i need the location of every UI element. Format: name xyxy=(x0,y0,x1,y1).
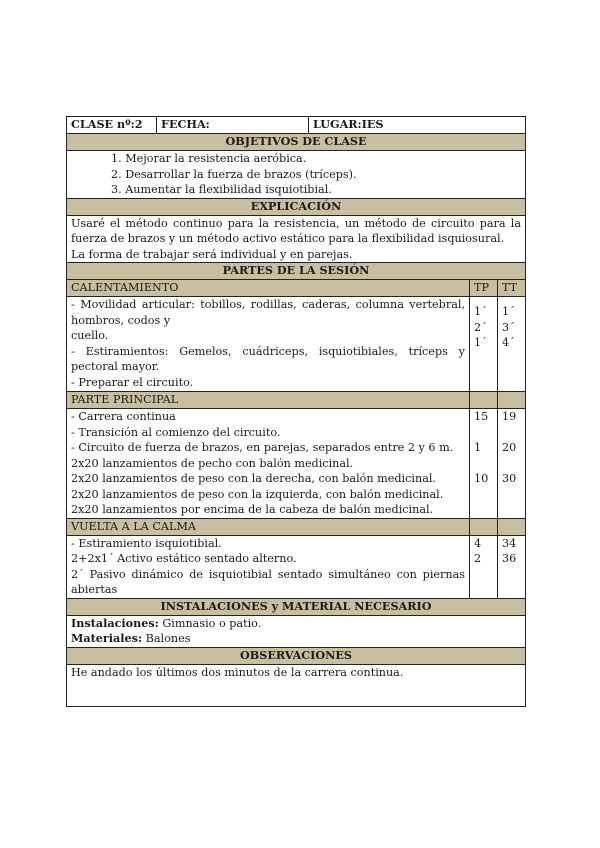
principal-line: 2x20 lanzamientos de pecho con balón medicinal. xyxy=(71,456,354,470)
explicacion-text: Usaré el método continuo para la resistencia, un método de circuito para la fuerza de brazos y un método activo estático para la flexibilidad isquiosural. xyxy=(71,216,522,245)
calentamiento-line: - Estiramientos: Gemelos, cuádriceps, isquiotibiales, tríceps y pectoral mayor. xyxy=(71,344,465,373)
calma-tt-header xyxy=(498,518,526,535)
tt-value: 34 xyxy=(502,536,517,550)
calma-tt xyxy=(498,535,526,598)
col-tp-header: TP xyxy=(470,280,498,297)
calma-tp xyxy=(470,535,498,598)
calma-line: 2´ Pasivo dinámico de isquiotibial sentado simultáneo con piernas abiertas xyxy=(71,567,465,596)
calentamiento-line: - Preparar el circuito. xyxy=(71,375,194,389)
principal-tp-header xyxy=(470,392,498,409)
tt-value: 19 xyxy=(502,410,517,423)
tp-value: 4 xyxy=(474,536,482,550)
explicacion-body xyxy=(67,215,526,263)
instalaciones-title: INSTALACIONES y MATERIAL NECESARIO xyxy=(67,598,526,615)
calentamiento-line: - Movilidad articular: tobillos, rodillas, caderas, columna vertebral, hombros, codos y xyxy=(71,298,465,327)
principal-line: - Transición al comienzo del circuito. xyxy=(71,425,281,439)
col-tt-header: TT xyxy=(498,280,526,297)
tt-value: 36 xyxy=(502,552,517,565)
instalaciones-label: Instalaciones: xyxy=(71,615,159,630)
tp-value: 2 xyxy=(474,552,482,565)
tt-value: 3´ xyxy=(502,320,515,334)
partes-title: PARTES DE LA SESIÓN xyxy=(67,263,526,280)
tt-value: 20 xyxy=(502,441,517,454)
tp-value: 1´ xyxy=(474,305,487,318)
principal-tt xyxy=(498,409,526,519)
principal-line: - Circuito de fuerza de brazos, en parejas, separados entre 2 y 6 m. xyxy=(71,441,454,454)
calma-title: VUELTA A LA CALMA xyxy=(67,518,470,535)
calentamiento-body xyxy=(67,297,470,392)
objetivo-item: 3. Aumentar la flexibilidad isquiotibial. xyxy=(111,183,332,196)
tp-value: 1 xyxy=(474,441,482,454)
calentamiento-tp xyxy=(470,297,498,392)
tp-value: 1´ xyxy=(474,336,487,349)
principal-line: 2x20 lanzamientos de peso con la derecha, con balón medicinal. xyxy=(71,472,436,485)
calma-tp-header xyxy=(470,518,498,535)
tt-value: 30 xyxy=(502,472,517,485)
instalaciones-value: Gimnasio o patio. xyxy=(158,616,262,630)
header-row xyxy=(67,117,526,134)
tp-value: 15 xyxy=(474,410,489,423)
materiales-line xyxy=(71,631,521,647)
materiales-label: Materiales: xyxy=(71,631,143,645)
calma-line: - Estiramiento isquiotibial. xyxy=(71,536,222,550)
principal-tt-header xyxy=(498,392,526,409)
principal-line: - Carrera continua xyxy=(71,410,176,423)
instalaciones-line xyxy=(71,616,521,632)
explicacion-title: EXPLICACIÓN xyxy=(67,198,526,215)
calma-body xyxy=(67,535,470,598)
tp-value: 10 xyxy=(474,472,489,485)
objetivo-item: 1. Mejorar la resistencia aeróbica. xyxy=(111,152,307,165)
objetivos-list xyxy=(67,151,526,199)
calentamiento-line: cuello. xyxy=(71,329,109,342)
principal-title: PARTE PRINCIPAL xyxy=(67,392,470,409)
instalaciones-body xyxy=(67,615,526,647)
fecha-cell: FECHA: xyxy=(157,117,309,134)
materiales-value: Balones xyxy=(142,632,191,645)
clase-cell: CLASE nº:2 xyxy=(67,117,157,134)
objetivos-title: OBJETIVOS DE CLASE xyxy=(67,134,526,151)
principal-line: 2x20 lanzamientos por encima de la cabeza de balón medicinal. xyxy=(71,503,434,516)
observaciones-title: OBSERVACIONES xyxy=(67,647,526,664)
principal-tp xyxy=(470,409,498,519)
session-table xyxy=(66,116,526,707)
calentamiento-title: CALENTAMIENTO xyxy=(67,280,470,297)
principal-line: 2x20 lanzamientos de peso con la izquierda, con balón medicinal. xyxy=(71,487,444,501)
observaciones-body: He andado los últimos dos minutos de la carrera continua. xyxy=(67,664,526,706)
session-sheet xyxy=(66,116,525,707)
tt-value: 1´ xyxy=(502,305,515,318)
tt-value: 4´ xyxy=(502,336,515,349)
objetivo-item: 2. Desarrollar la fuerza de brazos (tríceps). xyxy=(111,167,357,181)
lugar-cell: LUGAR:IES xyxy=(309,117,526,134)
calentamiento-tt xyxy=(498,297,526,392)
principal-body xyxy=(67,409,470,519)
tp-value: 2´ xyxy=(474,320,487,334)
calma-line: 2+2x1´ Activo estático sentado alterno. xyxy=(71,552,297,565)
explicacion-text: La forma de trabajar será individual y en parejas. xyxy=(71,247,353,261)
